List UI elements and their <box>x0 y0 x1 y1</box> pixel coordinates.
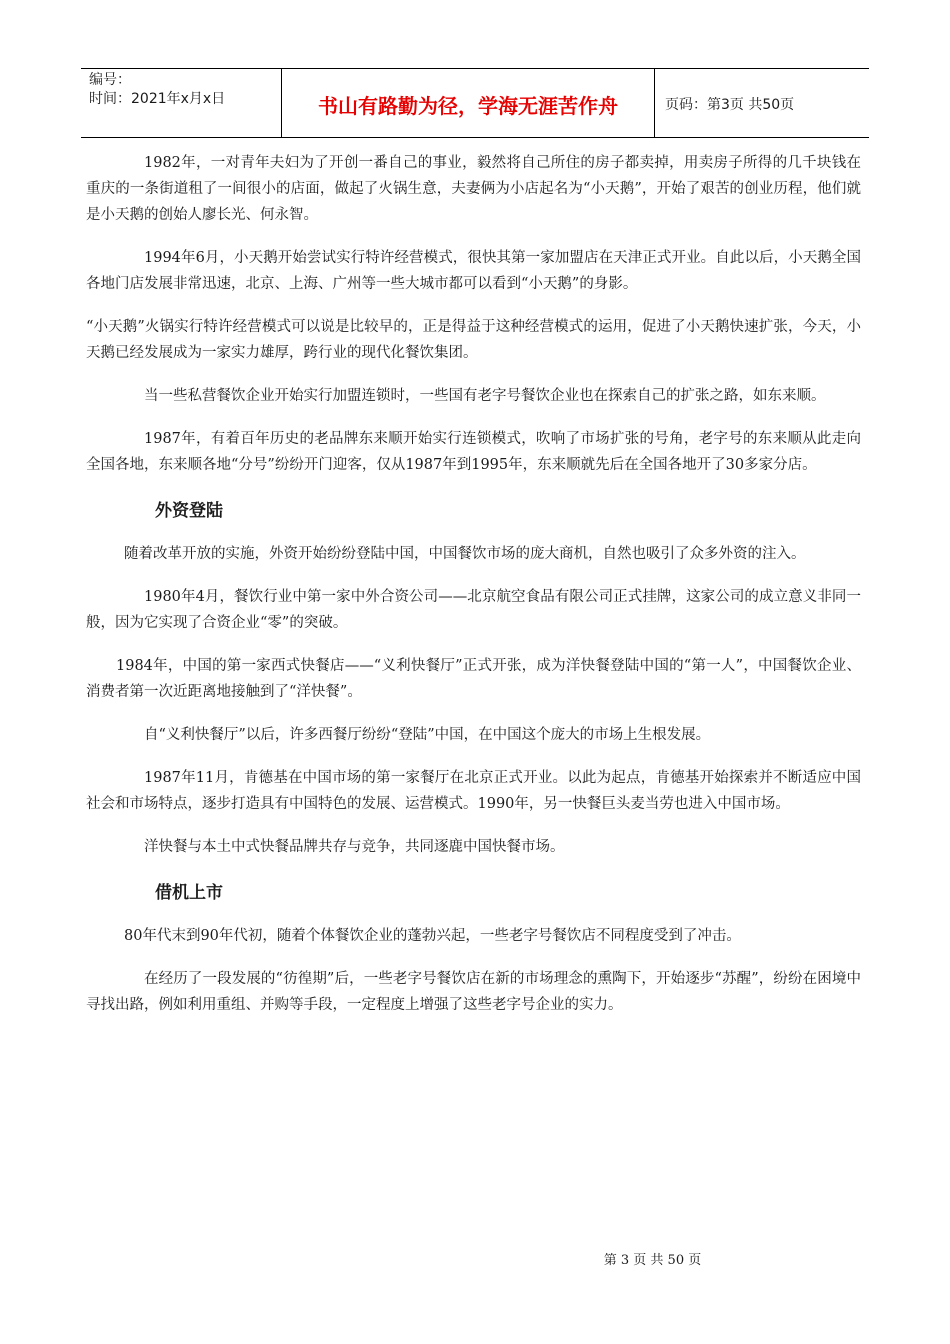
paragraph: 1987年11月，肯德基在中国市场的第一家餐厅在北京正式开业。以此为起点，肯德基开始探索并不断适应中国社会和市场特点，逐步打造具有中国特色的发展、运营模式。1990年，另一快餐巨头麦当劳也进入中国市场。 <box>86 770 861 812</box>
paragraph: 1984年，中国的第一家西式快餐店——“义利快餐厅”正式开张，成为洋快餐登陆中国的“第一人”，中国餐饮企业、消费者第一次近距离地接触到了“洋快餐”。 <box>86 658 861 700</box>
header-motto: 书山有路勤为径，学海无涯苦作舟 <box>282 69 655 137</box>
document-body <box>86 150 861 1018</box>
header-page-label: 页码：第3页 共50页 <box>665 97 795 113</box>
paragraph: 1994年6月，小天鹅开始尝试实行特许经营模式，很快其第一家加盟店在天津正式开业。自此以后，小天鹅全国各地门店发展非常迅速，北京、上海、广州等一些大城市都可以看到“小天鹅”的身影。 <box>86 250 861 292</box>
document-time-label: 时间：2021年x月x日 <box>89 91 226 107</box>
paragraph: 当一些私营餐饮企业开始实行加盟连锁时，一些国有老字号餐饮企业也在探索自己的扩张之路，如东来顺。 <box>144 388 826 404</box>
header-meta <box>81 69 282 137</box>
paragraph: 自“义利快餐厅”以后，许多西餐厅纷纷“登陆”中国，在中国这个庞大的市场上生根发展。 <box>144 727 711 743</box>
paragraph: “小天鹅”火锅实行特许经营模式可以说是比较早的，正是得益于这种经营模式的运用，促进了小天鹅快速扩张，今天，小天鹅已经发展成为一家实力雄厚，跨行业的现代化餐饮集团。 <box>86 319 861 361</box>
page-footer: 第 3 页 共 50 页 <box>603 1253 702 1268</box>
paragraph: 洋快餐与本土中式快餐品牌共存与竞争，共同逐鹿中国快餐市场。 <box>144 839 565 855</box>
section-heading: 借机上市 <box>155 883 223 903</box>
page-header <box>81 68 869 138</box>
paragraph: 1982年，一对青年夫妇为了开创一番自己的事业，毅然将自己所住的房子都卖掉，用卖房子所得的几千块钱在重庆的一条街道租了一间很小的店面，做起了火锅生意，夫妻俩为小店起名为“小天鹅”，开始了艰苦的创业历程，他们就是小天鹅的创始人廖长光、何永智。 <box>86 155 861 223</box>
paragraph: 80年代末到90年代初，随着个体餐饮企业的蓬勃兴起，一些老字号餐饮店不同程度受到了冲击。 <box>124 928 741 944</box>
paragraph: 1987年，有着百年历史的老品牌东来顺开始实行连锁模式，吹响了市场扩张的号角，老字号的东来顺从此走向全国各地，东来顺各地“分号”纷纷开门迎客，仅从1987年到1995年，东来顺就先后在全国各地开了30多家分店。 <box>86 431 861 473</box>
document-number-label: 编号： <box>89 72 131 88</box>
section-heading: 外资登陆 <box>155 501 223 521</box>
paragraph: 随着改革开放的实施，外资开始纷纷登陆中国，中国餐饮市场的庞大商机，自然也吸引了众多外资的注入。 <box>124 546 806 562</box>
paragraph: 在经历了一段发展的“彷徨期”后，一些老字号餐饮店在新的市场理念的熏陶下，开始逐步“苏醒”，纷纷在困境中寻找出路，例如利用重组、并购等手段，一定程度上增强了这些老字号企业的实力。 <box>86 971 861 1013</box>
paragraph: 1980年4月，餐饮行业中第一家中外合资公司——北京航空食品有限公司正式挂牌，这家公司的成立意义非同一般，因为它实现了合资企业“零”的突破。 <box>86 589 861 631</box>
